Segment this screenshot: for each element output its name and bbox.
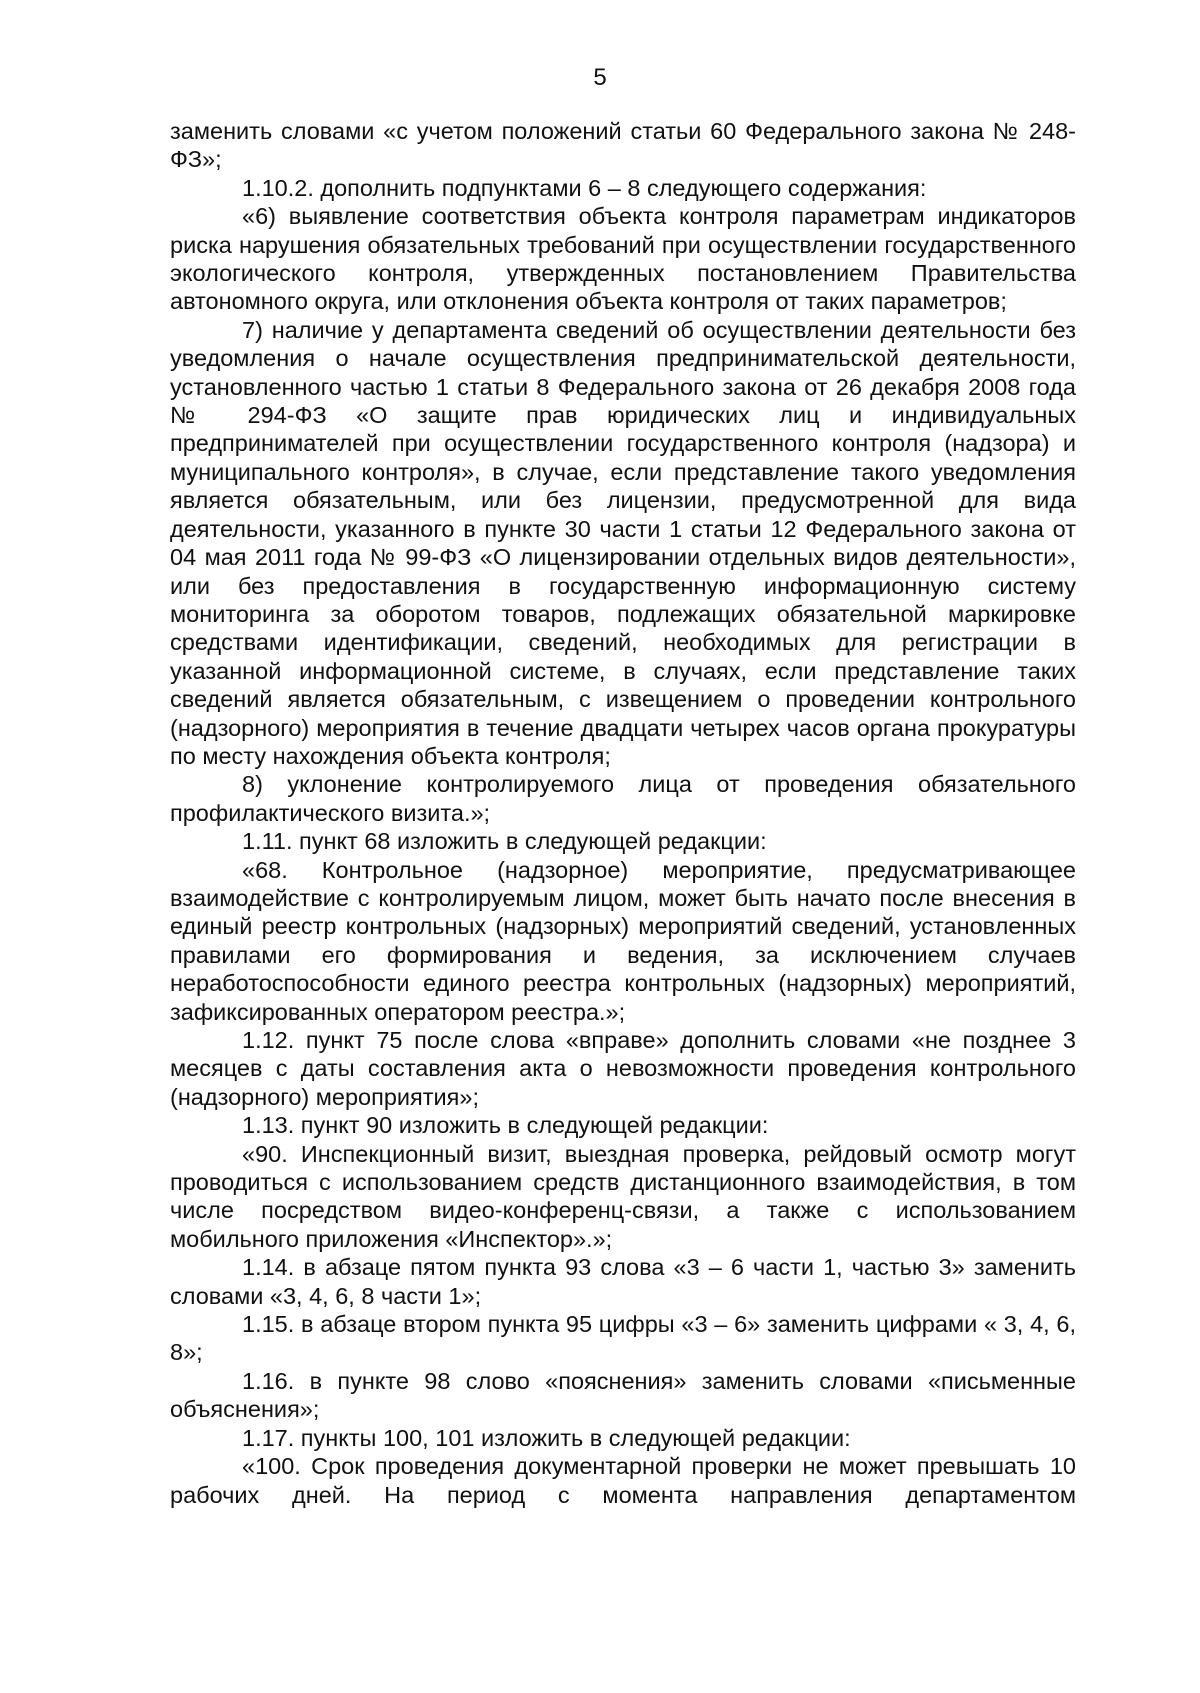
paragraph: 1.11. пункт 68 изложить в следующей редакции: <box>242 828 767 855</box>
paragraph: 1.16. в пункте 98 слово «пояснения» заменить словами «письменные объяснения»; <box>170 1367 1076 1423</box>
paragraph: «68. Контрольное (надзорное) мероприятие, предусматривающее взаимодействие с контролируемым лицом, может быть начато после внесения в единый реестр контрольных (надзорных) мероприятий сведений, установленных правилами его формирования и ведения, за исключением случаев неработоспособности единого реестра контрольных (надзорных) мероприятий, зафиксированных оператором реестра.»; <box>170 856 1076 1025</box>
paragraph: 1.14. в абзаце пятом пункта 93 слова «3 – 6 части 1, частью 3» заменить словами «3, 4, 6, 8 части 1»; <box>170 1254 1076 1309</box>
paragraph: 1.17. пункты 100, 101 изложить в следующей редакции: <box>242 1424 851 1451</box>
document-body <box>170 117 1076 1509</box>
paragraph: 1.15. в абзаце втором пункта 95 цифры «3 – 6» заменить цифрами « 3, 4, 6, 8»; <box>170 1311 1076 1366</box>
paragraph: «90. Инспекционный визит, выездная проверка, рейдовый осмотр могут проводиться с использованием средств дистанционного взаимодействия, в том числе посредством видео-конференц-связи, а также с использованием мобильного приложения «Инспектор».»; <box>170 1140 1076 1252</box>
paragraph: 1.12. пункт 75 после слова «вправе» дополнить словами «не позднее 3 месяцев с даты составления акта о невозможности проведения контрольного (надзорного) мероприятия»; <box>170 1027 1076 1110</box>
paragraph: 8) уклонение контролируемого лица от проведения обязательного профилактического визита.»; <box>170 771 1076 826</box>
paragraph: 1.13. пункт 90 изложить в следующей редакции: <box>242 1112 769 1139</box>
paragraph: «100. Срок проведения документарной проверки не может превышать 10 рабочих дней. На период с момента направления департаментом <box>170 1453 1076 1508</box>
paragraph: заменить словами «с учетом положений статьи 60 Федерального закона № 248-ФЗ»; <box>170 118 1076 173</box>
paragraph: 1.10.2. дополнить подпунктами 6 – 8 следующего содержания: <box>242 174 927 201</box>
paragraph: «6) выявление соответствия объекта контроля параметрам индикаторов риска нарушения обязательных требований при осуществлении государственного экологического контроля, утвержденных постановлением Правительства автономного округа, или отклонения объекта контроля от таких параметров; <box>170 203 1076 315</box>
page-number: 5 <box>593 64 607 91</box>
paragraph: 7) наличие у департамента сведений об осуществлении деятельности без уведомления о начале осуществления предпринимательской деятельности, установленного частью 1 статьи 8 Федерального закона от 26 декабря 2008 года № 294-ФЗ «О защите прав юридических лиц и индивидуальных предпринимателей при осуществлении государственного контроля (надзора) и муниципального контроля», в случае, если представление такого уведомления является обязательным, или без лицензии, предусмотренной для вида деятельности, указанного в пункте 30 части 1 статьи 12 Федерального закона от 04 мая 2011 года № 99-ФЗ «О лицензировании отдельных видов деятельности», или без предоставления в государственную информационную систему мониторинга за оборотом товаров, подлежащих обязательной маркировке средствами идентификации, сведений, необходимых для регистрации в указанной информационной системе, в случаях, если представление таких сведений является обязательным, с извещением о проведении контрольного (надзорного) мероприятия в течение двадцати четырех часов органа прокуратуры по месту нахождения объекта контроля; <box>170 316 1076 769</box>
